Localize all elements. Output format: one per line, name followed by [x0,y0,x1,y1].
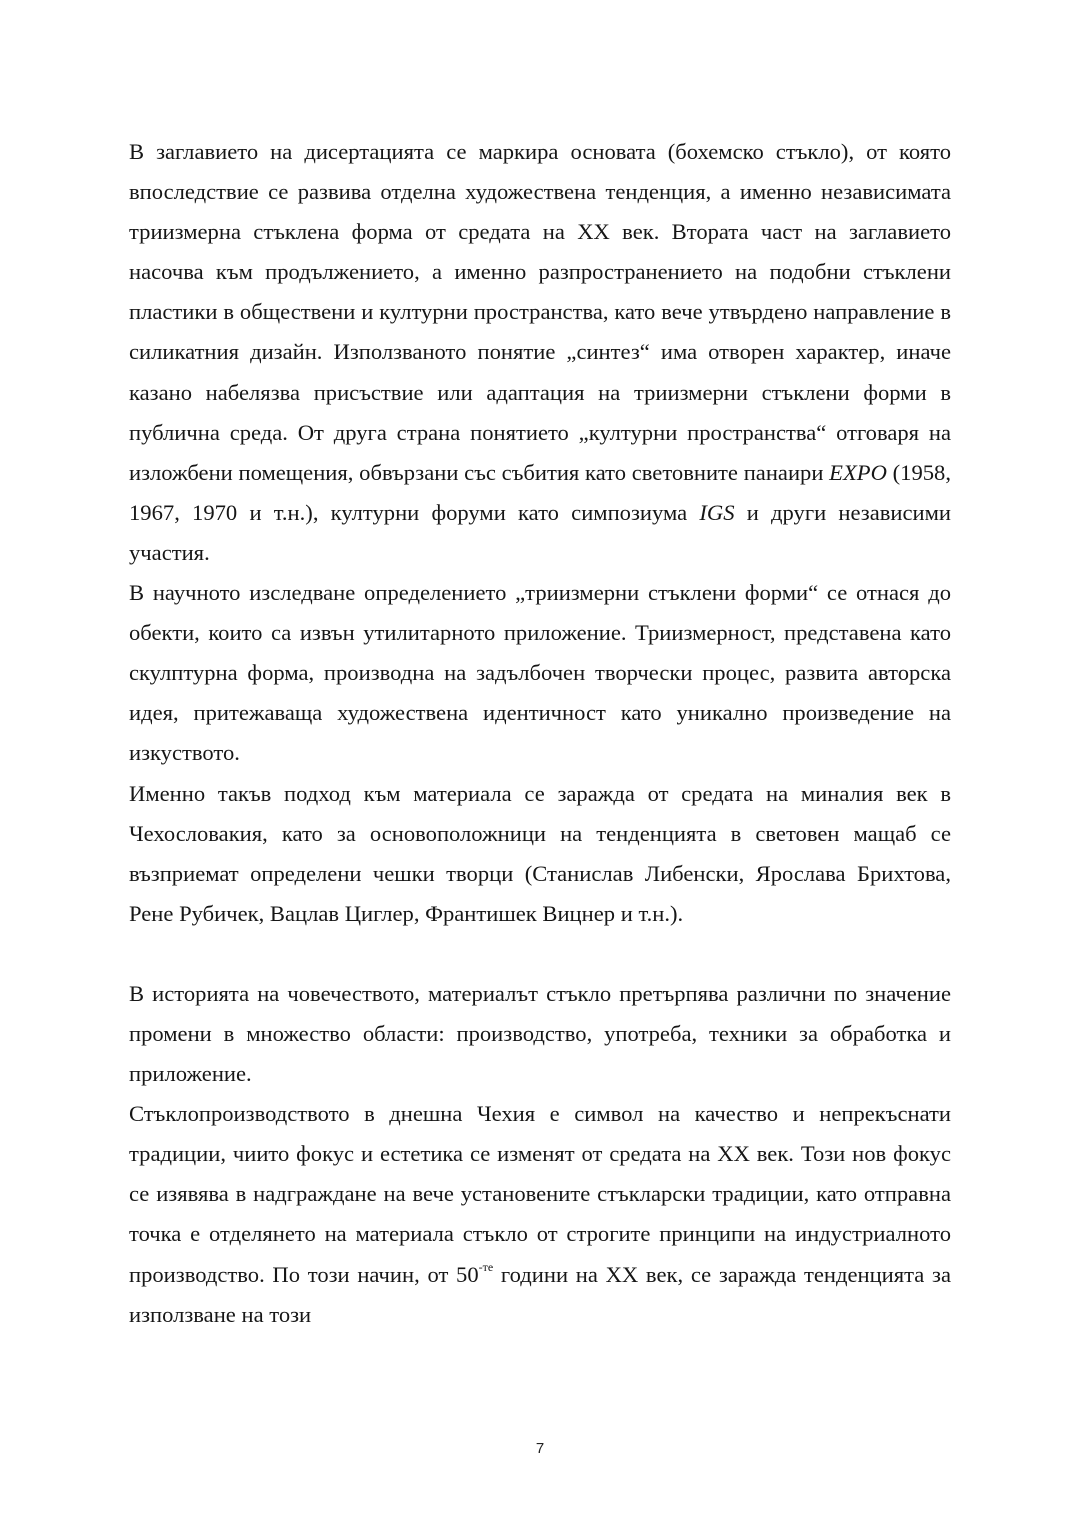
expo-italic: EXPO [829,459,887,485]
paragraph-1-text-2: (1958, 1967, 1970 и т.н.), културни форуми като симпозиума [129,459,952,525]
paragraph-1-text-3: и други независими участия. [129,499,951,565]
paragraph-1-text: В заглавието на дисертацията се маркира основата (бохемско стъкло), от която впоследствие се развива отделна художествена тенденция, а именно независимата триизмерна стъклена форма от средата на XX век. Втората част на заглавието насочва към продължението, а именно разпространението на подобни стъклени пластики в обществени и културни пространства, като вече утвърдено направление в силикатния дизайн. Използваното понятие „синтез“ има отворен характер, иначе казано набелязва присъствие или адаптация на триизмерни стъклени форми в публична среда. От друга страна понятието „културни пространства“ отговаря на изложбени помещения, обвързани със събития като световните панаири [129,139,951,485]
body-text [129,132,951,1335]
paragraph-3: Именно такъв подход към материала се заражда от средата на миналия век в Чехословакия, като за основоположници на тенденцията в световен мащаб се възприемат определени чешки творци (Станислав Либенски, Ярослава Брихтова, Рене Рубичек, Вацлав Циглер, Франтишек Вицнер и т.н.). [129,780,951,926]
page-number: 7 [535,1440,545,1457]
paragraph-1 [129,132,951,573]
paragraph-5 [129,1094,951,1335]
igs-italic: IGS [699,499,735,525]
paragraph-gap [129,934,951,974]
ordinal-superscript: -те [478,1260,494,1274]
paragraph-5-text: Стъклопроизводството в днешна Чехия е символ на качество и непрекъснати традиции, чиито фокус и естетика се изменят от средата на XX век. Този нов фокус се изявява в надграждане на вече установените стъкларски традиции, като отправна точка е отделянето на материала стъкло от строгите принципи на индустриалното производство. По този начин, от 50 [129,1101,951,1287]
paragraph-2: В научното изследване определението „триизмерни стъклени форми“ се отнася до обекти, които са извън утилитарното приложение. Триизмерност, представена като скулптурна форма, производна на задълбочен творчески процес, развита авторска идея, притежаваща художествена идентичност като уникално произведение на изкуството. [129,580,951,766]
paragraph-5-text-2: години на XX век, се заражда тенденцията за използване на този [129,1261,951,1327]
paragraph-4: В историята на човечеството, материалът стъкло претърпява различни по значение промени в множество области: производство, употреба, техники за обработка и приложение. [129,980,951,1087]
